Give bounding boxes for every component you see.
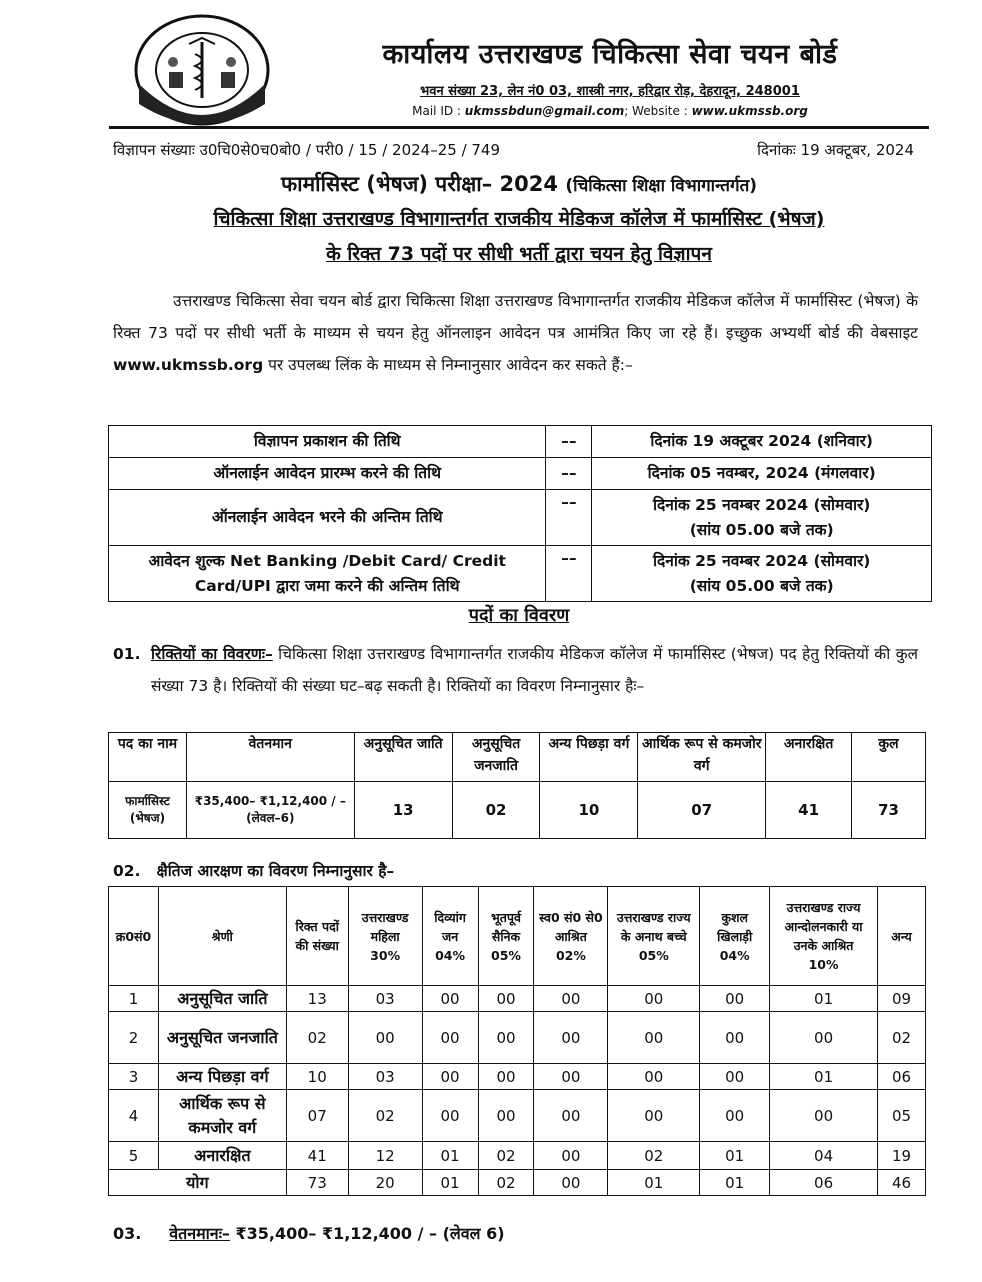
category-name: अनुसूचित जाति [158, 986, 286, 1012]
section-03-number: 03. [113, 1224, 142, 1243]
org-contact [290, 104, 930, 118]
date-value-line2: (सांय 05.00 बजे तक) [689, 576, 834, 595]
column-header-percent: 05% [638, 947, 669, 963]
table-row [109, 490, 932, 546]
category-name: अन्य पिछड़ा वर्ग [158, 1064, 286, 1090]
column-header [158, 887, 286, 986]
table-cell: 03 [348, 986, 422, 1012]
date-dash: –– [546, 426, 592, 458]
website-link[interactable]: www.ukmssb.org [691, 104, 808, 118]
table-cell: 00 [534, 1090, 608, 1142]
table-cell: 00 [608, 986, 700, 1012]
column-header: अन्य पिछड़ा वर्ग [540, 733, 638, 782]
important-dates-table [108, 425, 932, 602]
column-header-text: क्र0सं0 [115, 928, 152, 944]
column-header: पद का नाम [109, 733, 187, 782]
table-cell: 10 [540, 782, 638, 839]
table-cell: 02 [478, 1142, 534, 1170]
column-header: आर्थिक रूप से कमजोर वर्ग [638, 733, 766, 782]
section-01-text: चिकित्सा शिक्षा उत्तराखण्ड विभागान्तर्गत राजकीय मेडिकज कॉलेज में फार्मासिस्ट (भेषज) पद हेतु रिक्तियों की कुल संख्या 73 है। रिक्तियों की संख्या घट–बढ़ सकती है। रिक्तियों का विवरण निम्नानुसार हैः– [151, 645, 919, 695]
mail-link[interactable]: ukmssbdun@gmail.com [464, 104, 625, 118]
board-logo-seal [133, 14, 271, 126]
column-header: अनारक्षित [766, 733, 852, 782]
section-03-text: ₹35,400– ₹1,12,400 / – (लेवल 6) [229, 1224, 505, 1243]
serial-number: 1 [109, 986, 159, 1012]
category-name: आर्थिक रूप से कमजोर वर्ग [158, 1090, 286, 1142]
serial-number: 3 [109, 1064, 159, 1090]
table-cell: 01 [770, 1064, 878, 1090]
section-heading: पदों का विवरण [468, 605, 570, 626]
column-header: कुल [852, 733, 926, 782]
table-cell: 13 [286, 986, 348, 1012]
table-cell: 07 [286, 1090, 348, 1142]
column-header-percent: 30% [370, 947, 401, 963]
table-cell: 00 [348, 1012, 422, 1064]
column-header [109, 887, 159, 986]
column-header-percent: 02% [555, 947, 586, 963]
table-cell: 00 [534, 1012, 608, 1064]
date-value: दिनांक 05 नवम्बर, 2024 (मंगलवार) [592, 458, 932, 490]
column-header [878, 887, 926, 986]
table-cell: 00 [422, 986, 478, 1012]
org-address: भवन संख्या 23, लेन नं0 03, शास्त्री नगर, हरिद्वार रोड़, देहरादून, 248001 [420, 84, 800, 99]
table-cell: 00 [422, 1012, 478, 1064]
table-cell: 06 [878, 1064, 926, 1090]
table-cell: 00 [478, 986, 534, 1012]
table-cell: 05 [878, 1090, 926, 1142]
table-row [109, 1064, 926, 1090]
table-cell: 04 [770, 1142, 878, 1170]
table-row [109, 1012, 926, 1064]
serial-number: 5 [109, 1142, 159, 1170]
advertisement-number: विज्ञापन संख्याः उ0चि0से0च0बो0 / परी0 / 15 / 2024–25 / 749 [113, 141, 501, 159]
column-header-text: उत्तराखण्ड राज्य आन्दोलनकारी या उनके आश्रित [784, 900, 863, 953]
column-header: अनुसूचित जनजाति [452, 733, 540, 782]
section-01-label: रिक्तियों का विवरणः– [151, 645, 273, 663]
column-header-percent: 05% [491, 947, 521, 963]
table-cell: 00 [770, 1090, 878, 1142]
category-name: अनारक्षित [158, 1142, 286, 1170]
table-row [109, 426, 932, 458]
date-value [592, 546, 932, 602]
exam-title-sub: (चिकित्सा शिक्षा विभागान्तर्गत) [565, 176, 758, 196]
table-cell: 00 [770, 1012, 878, 1064]
org-title: कार्यालय उत्तराखण्ड चिकित्सा सेवा चयन बोर्ड [382, 39, 838, 70]
date-value-line1: दिनांक 25 नवम्बर 2024 (सोमवार) [652, 495, 871, 514]
total-cell: 02 [478, 1170, 534, 1196]
column-header [770, 887, 878, 986]
table-cell: 00 [534, 1064, 608, 1090]
date-label: ऑनलाईन आवेदन भरने की अन्तिम तिथि [109, 490, 546, 546]
table-cell: 09 [878, 986, 926, 1012]
website-label: ; Website : [624, 104, 688, 118]
table-cell: 73 [852, 782, 926, 839]
section-02-label: क्षैतिज आरक्षण का विवरण निम्नानुसार है– [156, 862, 395, 880]
date-value: दिनांक 19 अक्टूबर 2024 (शनिवार) [592, 426, 932, 458]
total-cell: 01 [700, 1170, 770, 1196]
table-cell: 12 [348, 1142, 422, 1170]
date-value [592, 490, 932, 546]
mail-label: Mail ID : [412, 104, 461, 118]
table-cell: 00 [608, 1012, 700, 1064]
date-value-line1: दिनांक 25 नवम्बर 2024 (सोमवार) [652, 551, 871, 570]
intro-text-post: पर उपलब्ध लिंक के माध्यम से निम्नानुसार आवेदन कर सकते हैं:– [263, 356, 633, 374]
table-total-row [109, 1170, 926, 1196]
date-dash: –– [546, 458, 592, 490]
table-cell: 02 [348, 1090, 422, 1142]
table-cell: 10 [286, 1064, 348, 1090]
table-cell: 00 [700, 1090, 770, 1142]
serial-number: 2 [109, 1012, 159, 1064]
table-cell: 03 [348, 1064, 422, 1090]
table-cell: 01 [700, 1142, 770, 1170]
column-header-text: दिव्यांग जन [434, 909, 466, 944]
table-header-row [109, 887, 926, 986]
table-row [109, 782, 926, 839]
section-03-label: वेतनमानः– [169, 1224, 230, 1243]
section-01 [113, 638, 918, 702]
total-cell: 00 [534, 1170, 608, 1196]
intro-text-pre: उत्तराखण्ड चिकित्सा सेवा चयन बोर्ड द्वारा चिकित्सा शिक्षा उत्तराखण्ड विभागान्तर्गत राजकीय मेडिकज कॉलेज में फार्मासिस्ट (भेषज) के रिक्त 73 पदों पर सीधी भर्ती के माध्यम से चयन हेतु ऑनलाइन आवेदन पत्र आमंत्रित किए जा रहे हैं। इच्छुक अभ्यर्थी बोर्ड की वेबसाइट [113, 292, 918, 342]
section-02 [113, 859, 394, 881]
intro-paragraph [113, 285, 918, 381]
section-03 [113, 1222, 505, 1244]
table-cell: 00 [478, 1064, 534, 1090]
column-header [286, 887, 348, 986]
category-name: अनुसूचित जनजाति [158, 1012, 286, 1064]
table-cell: 02 [608, 1142, 700, 1170]
column-header-text: अन्य [891, 928, 912, 944]
column-header [478, 887, 534, 986]
table-cell: 00 [422, 1090, 478, 1142]
table-cell: 00 [700, 986, 770, 1012]
table-cell: 41 [286, 1142, 348, 1170]
column-header: अनुसूचित जाति [354, 733, 452, 782]
total-cell: 01 [422, 1170, 478, 1196]
column-header-text: भूतपूर्व सैनिक [491, 909, 521, 944]
date-label: ऑनलाईन आवेदन प्रारम्भ करने की तिथि [109, 458, 546, 490]
total-cell: 46 [878, 1170, 926, 1196]
table-cell: 00 [608, 1090, 700, 1142]
advertisement-date: दिनांकः 19 अक्टूबर, 2024 [757, 141, 914, 159]
table-cell: 01 [422, 1142, 478, 1170]
total-cell: 01 [608, 1170, 700, 1196]
pay-scale [186, 782, 354, 839]
total-cell: 06 [770, 1170, 878, 1196]
horizontal-reservation-table [108, 886, 926, 1196]
column-header [700, 887, 770, 986]
section-01-number: 01. [113, 645, 141, 663]
table-cell: 13 [354, 782, 452, 839]
column-header-text: श्रेणी [211, 928, 233, 944]
date-dash: –– [546, 546, 592, 602]
table-cell: 02 [286, 1012, 348, 1064]
table-cell: 19 [878, 1142, 926, 1170]
column-header [422, 887, 478, 986]
date-dash: –– [546, 490, 592, 546]
table-cell: 00 [534, 986, 608, 1012]
headline-line-2: के रिक्त 73 पदों पर सीधी भर्ती द्वारा चयन हेतु विज्ञापन [326, 243, 712, 265]
table-cell: 00 [478, 1012, 534, 1064]
date-label: आवेदन शुल्क Net Banking /Debit Card/ Credit Card/UPI द्वारा जमा करने की अन्तिम तिथि [109, 546, 546, 602]
table-cell: 00 [478, 1090, 534, 1142]
vacancy-table [108, 732, 926, 839]
column-header [534, 887, 608, 986]
table-row [109, 986, 926, 1012]
table-cell: 00 [608, 1064, 700, 1090]
table-header-row [109, 733, 926, 782]
table-cell: 00 [700, 1012, 770, 1064]
intro-website[interactable]: www.ukmssb.org [113, 356, 264, 374]
table-cell: 02 [878, 1012, 926, 1064]
column-header-text: कुशल खिलाड़ी [717, 909, 753, 944]
column-header-percent: 10% [808, 957, 839, 972]
post-name: फार्मासिस्ट (भेषज) [109, 782, 187, 839]
section-02-number: 02. [113, 862, 141, 880]
pay-scale-level: (लेवल–6) [246, 811, 295, 825]
column-header-text: उत्तराखण्ड राज्य के अनाथ बच्चे [616, 909, 691, 944]
table-row [109, 546, 932, 602]
table-cell: 00 [700, 1064, 770, 1090]
pay-scale-range: ₹35,400– ₹1,12,400 / – [194, 794, 346, 808]
header-divider [109, 126, 929, 129]
table-cell: 07 [638, 782, 766, 839]
table-cell: 00 [534, 1142, 608, 1170]
table-row [109, 458, 932, 490]
column-header: वेतनमान [186, 733, 354, 782]
headline-line-1: चिकित्सा शिक्षा उत्तराखण्ड विभागान्तर्गत राजकीय मेडिकज कॉलेज में फार्मासिस्ट (भेषज) [213, 208, 825, 230]
table-cell: 00 [422, 1064, 478, 1090]
column-header [608, 887, 700, 986]
table-cell: 01 [770, 986, 878, 1012]
column-header-text: उत्तराखण्ड महिला [361, 909, 409, 944]
table-row [109, 1142, 926, 1170]
date-value-line2: (सांय 05.00 बजे तक) [689, 520, 834, 539]
serial-number: 4 [109, 1090, 159, 1142]
column-header-text: रिक्त पदों की संख्या [295, 919, 339, 953]
exam-title [109, 170, 929, 198]
table-cell: 41 [766, 782, 852, 839]
date-label: विज्ञापन प्रकाशन की तिथि [109, 426, 546, 458]
total-cell: 73 [286, 1170, 348, 1196]
column-header-text: स्व0 सं0 से0 आश्रित [539, 909, 603, 944]
total-cell: 20 [348, 1170, 422, 1196]
column-header-percent: 04% [719, 947, 750, 963]
table-cell: 02 [452, 782, 540, 839]
column-header-percent: 04% [435, 947, 466, 963]
column-header [348, 887, 422, 986]
table-row [109, 1090, 926, 1142]
exam-title-main: फार्मासिस्ट (भेषज) परीक्षा– 2024 [280, 172, 558, 196]
total-label: योग [109, 1170, 287, 1196]
